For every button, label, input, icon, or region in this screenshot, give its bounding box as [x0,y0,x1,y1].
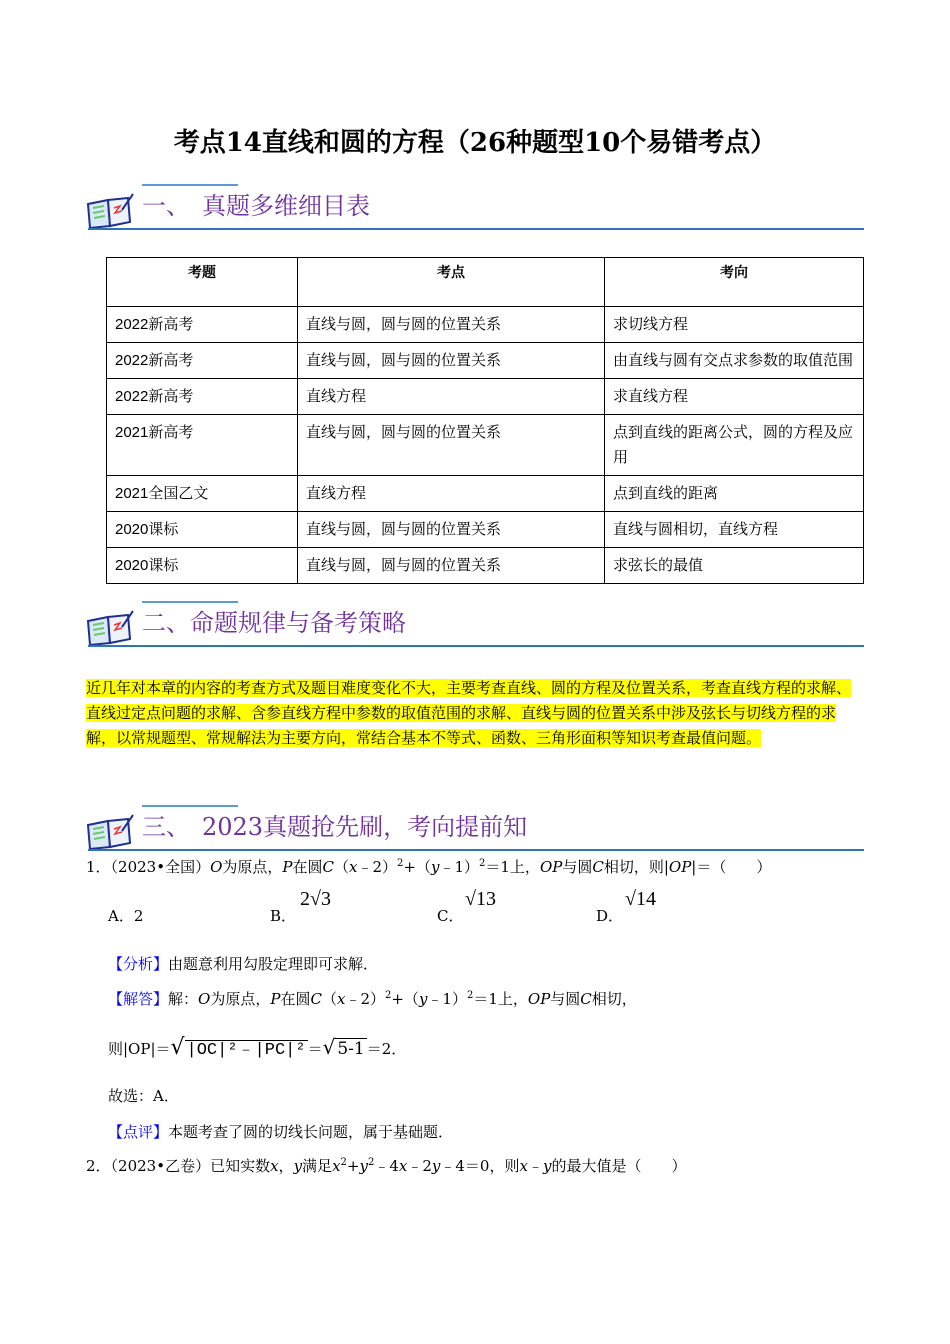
page-title: 考点14直线和圆的方程（26种题型10个易错考点） [173,128,777,158]
table-row [107,512,864,548]
math-variable: y [359,1157,368,1175]
answer-text [168,990,637,1008]
analysis-text: 由题意利用勾股定理即可求解． [168,955,379,973]
answer-line [108,988,637,1009]
comment-text: 本题考查了圆的切线长问题，属于基础题． [168,1123,454,1141]
formula-mid: ＝ [307,1040,323,1058]
math-variable: x [332,1157,341,1175]
analysis-tag: 【分析】 [108,955,169,973]
exam-cell: 2022新高考 [107,343,298,379]
analysis-line [108,953,378,974]
section-header-3 [86,805,864,853]
text-run: 在圆 [292,858,323,876]
table-header-row [107,258,864,307]
direction-cell: 点到直线的距离 [605,476,864,512]
formula-prefix: 则|OP|＝ [108,1040,171,1058]
text-run: 与圆 [562,858,593,876]
direction-cell: 求弦长的最值 [605,548,864,584]
divider [88,849,864,851]
math-variable: C [322,858,334,876]
direction-cell: 点到直线的距离公式，圆的方程及应用 [605,415,864,476]
math-variable: P [282,858,293,876]
column-header: 考点 [298,258,605,307]
option-c-value: √13 [465,888,496,910]
table-row [107,548,864,584]
question-1-stem [86,856,771,877]
direction-cell: 由直线与圆有交点求参数的取值范围 [605,343,864,379]
math-variable: C [580,990,592,1008]
text-run: ﹣ [527,1157,543,1175]
section-title: 一、 真题多维细目表 [142,192,370,220]
math-variable: y [418,990,428,1008]
math-variable: C [310,990,322,1008]
text-run: +（ [391,990,419,1008]
text-run: ﹣4 [374,1157,399,1175]
exam-cell: 2021全国乙文 [107,476,298,512]
text-run: 1．（2023•全国） [86,858,211,876]
text-run: 为原点， [210,990,271,1008]
exam-cell: 2022新高考 [107,379,298,415]
exam-topic-table [106,257,864,584]
superscript: 2 [367,1157,375,1168]
direction-cell: 求切线方程 [605,307,864,343]
text-run: ﹣4＝0，则 [440,1157,520,1175]
topic-cell: 直线与圆，圆与圆的位置关系 [298,343,605,379]
table-row [107,415,864,476]
text-run: 2．（2023•乙卷）已知实数 [86,1157,271,1175]
math-variable: x [270,1157,279,1175]
superscript: 2 [340,1157,347,1168]
section-title: 三、 2023真题抢先刷，考向提前知 [142,813,528,841]
topic-cell: 直线与圆，圆与圆的位置关系 [298,548,605,584]
formula-root: |OC|²﹣|PC|² [186,1041,306,1060]
divider [88,228,864,230]
option-a: A．2 [108,907,144,925]
topic-cell: 直线方程 [298,476,605,512]
section-header-1 [86,184,864,232]
math-variable: OP [527,990,551,1008]
option-b: B． [270,907,297,925]
text-run: ﹣1） [427,990,467,1008]
text-run: ＝1上， [485,858,540,876]
text-run: （ [334,858,350,876]
text-run: ﹣2 [407,1157,432,1175]
text-run: ， [278,1157,294,1175]
text-run: ﹣1） [439,858,480,876]
text-run: 相切，则| [603,858,669,876]
topic-cell: 直线与圆，圆与圆的位置关系 [298,415,605,476]
exam-cell: 2021新高考 [107,415,298,476]
book-icon [86,609,134,647]
text-run: +（ [403,858,431,876]
table-row [107,307,864,343]
math-variable: OP [668,858,692,876]
math-variable: C [592,858,604,876]
math-variable: x [398,1157,408,1175]
column-header: 考题 [107,258,298,307]
comment-tag: 【点评】 [108,1123,169,1141]
choice-line: 故选：A． [108,1087,179,1105]
direction-cell: 求直线方程 [605,379,864,415]
column-header: 考向 [605,258,864,307]
text-run: ﹣2） [357,858,398,876]
topic-cell: 直线方程 [298,379,605,415]
table-row [107,476,864,512]
math-variable: y [431,1157,441,1175]
exam-cell: 2020课标 [107,512,298,548]
text-run: |＝（ ） [691,858,772,876]
question-2-stem [86,1155,686,1176]
text-run: （ [321,990,337,1008]
text-run: ＝1上， [473,990,528,1008]
highlighted-text: 近几年对本章的内容的考查方式及题目难度变化不大，主要考查直线、圆的方程及位置关系，考查直线方程的求解、直线过定点问题的求解、含参直线方程中参数的取值范围的求解、直线与圆的位置关系中涉及弦长与切线方程的求解，以常规题型、常规解法为主要方向，常结合基本不等式、函数、三角形面积等知识考查最值问题。 [86,679,852,747]
divider [88,645,864,647]
text-run: 在圆 [280,990,311,1008]
text-run: 的最大值是（ ） [551,1157,687,1175]
text-run: 相切， [591,990,637,1008]
text-run: 与圆 [550,990,581,1008]
table-row [107,379,864,415]
topic-cell: 直线与圆，圆与圆的位置关系 [298,307,605,343]
text-run: + [346,1157,360,1175]
option-c: C． [437,907,464,925]
table-row [107,343,864,379]
superscript: 2 [479,858,486,869]
math-variable: x [336,990,346,1008]
option-b-value: 2√3 [300,888,331,910]
math-variable: x [349,858,358,876]
topic-cell: 直线与圆，圆与圆的位置关系 [298,512,605,548]
math-variable: y [430,858,440,876]
book-icon [86,192,134,230]
comment-line [108,1121,453,1142]
text-run: 为原点， [222,858,283,876]
section-header-2 [86,601,864,649]
formula-root2: 5-1 [337,1039,365,1059]
option-d-value: √14 [625,888,656,910]
formula-end: ＝2． [366,1040,407,1058]
direction-cell: 直线与圆相切，直线方程 [605,512,864,548]
math-variable: x [519,1157,528,1175]
superscript: 2 [466,990,474,1001]
math-variable: y [542,1157,552,1175]
math-variable: O [210,858,223,876]
text-run: ﹣2） [345,990,385,1008]
formula-line: 则|OP|＝√ |OC|²﹣|PC|² ＝√ 5-1 ＝2． [108,1035,407,1060]
exam-cell: 2022新高考 [107,307,298,343]
superscript: 2 [397,858,404,869]
text-run: 满足 [302,1157,333,1175]
book-icon [86,813,134,851]
math-variable: O [198,990,211,1008]
math-variable: y [293,1157,303,1175]
section-title: 二、命题规律与备考策略 [142,609,406,637]
exam-cell: 2020课标 [107,548,298,584]
strategy-paragraph [86,676,864,751]
text-run: 解： [168,990,199,1008]
option-d: D． [596,907,624,925]
math-variable: OP [539,858,563,876]
answer-tag: 【解答】 [108,990,169,1008]
superscript: 2 [384,990,392,1001]
math-variable: P [270,990,281,1008]
